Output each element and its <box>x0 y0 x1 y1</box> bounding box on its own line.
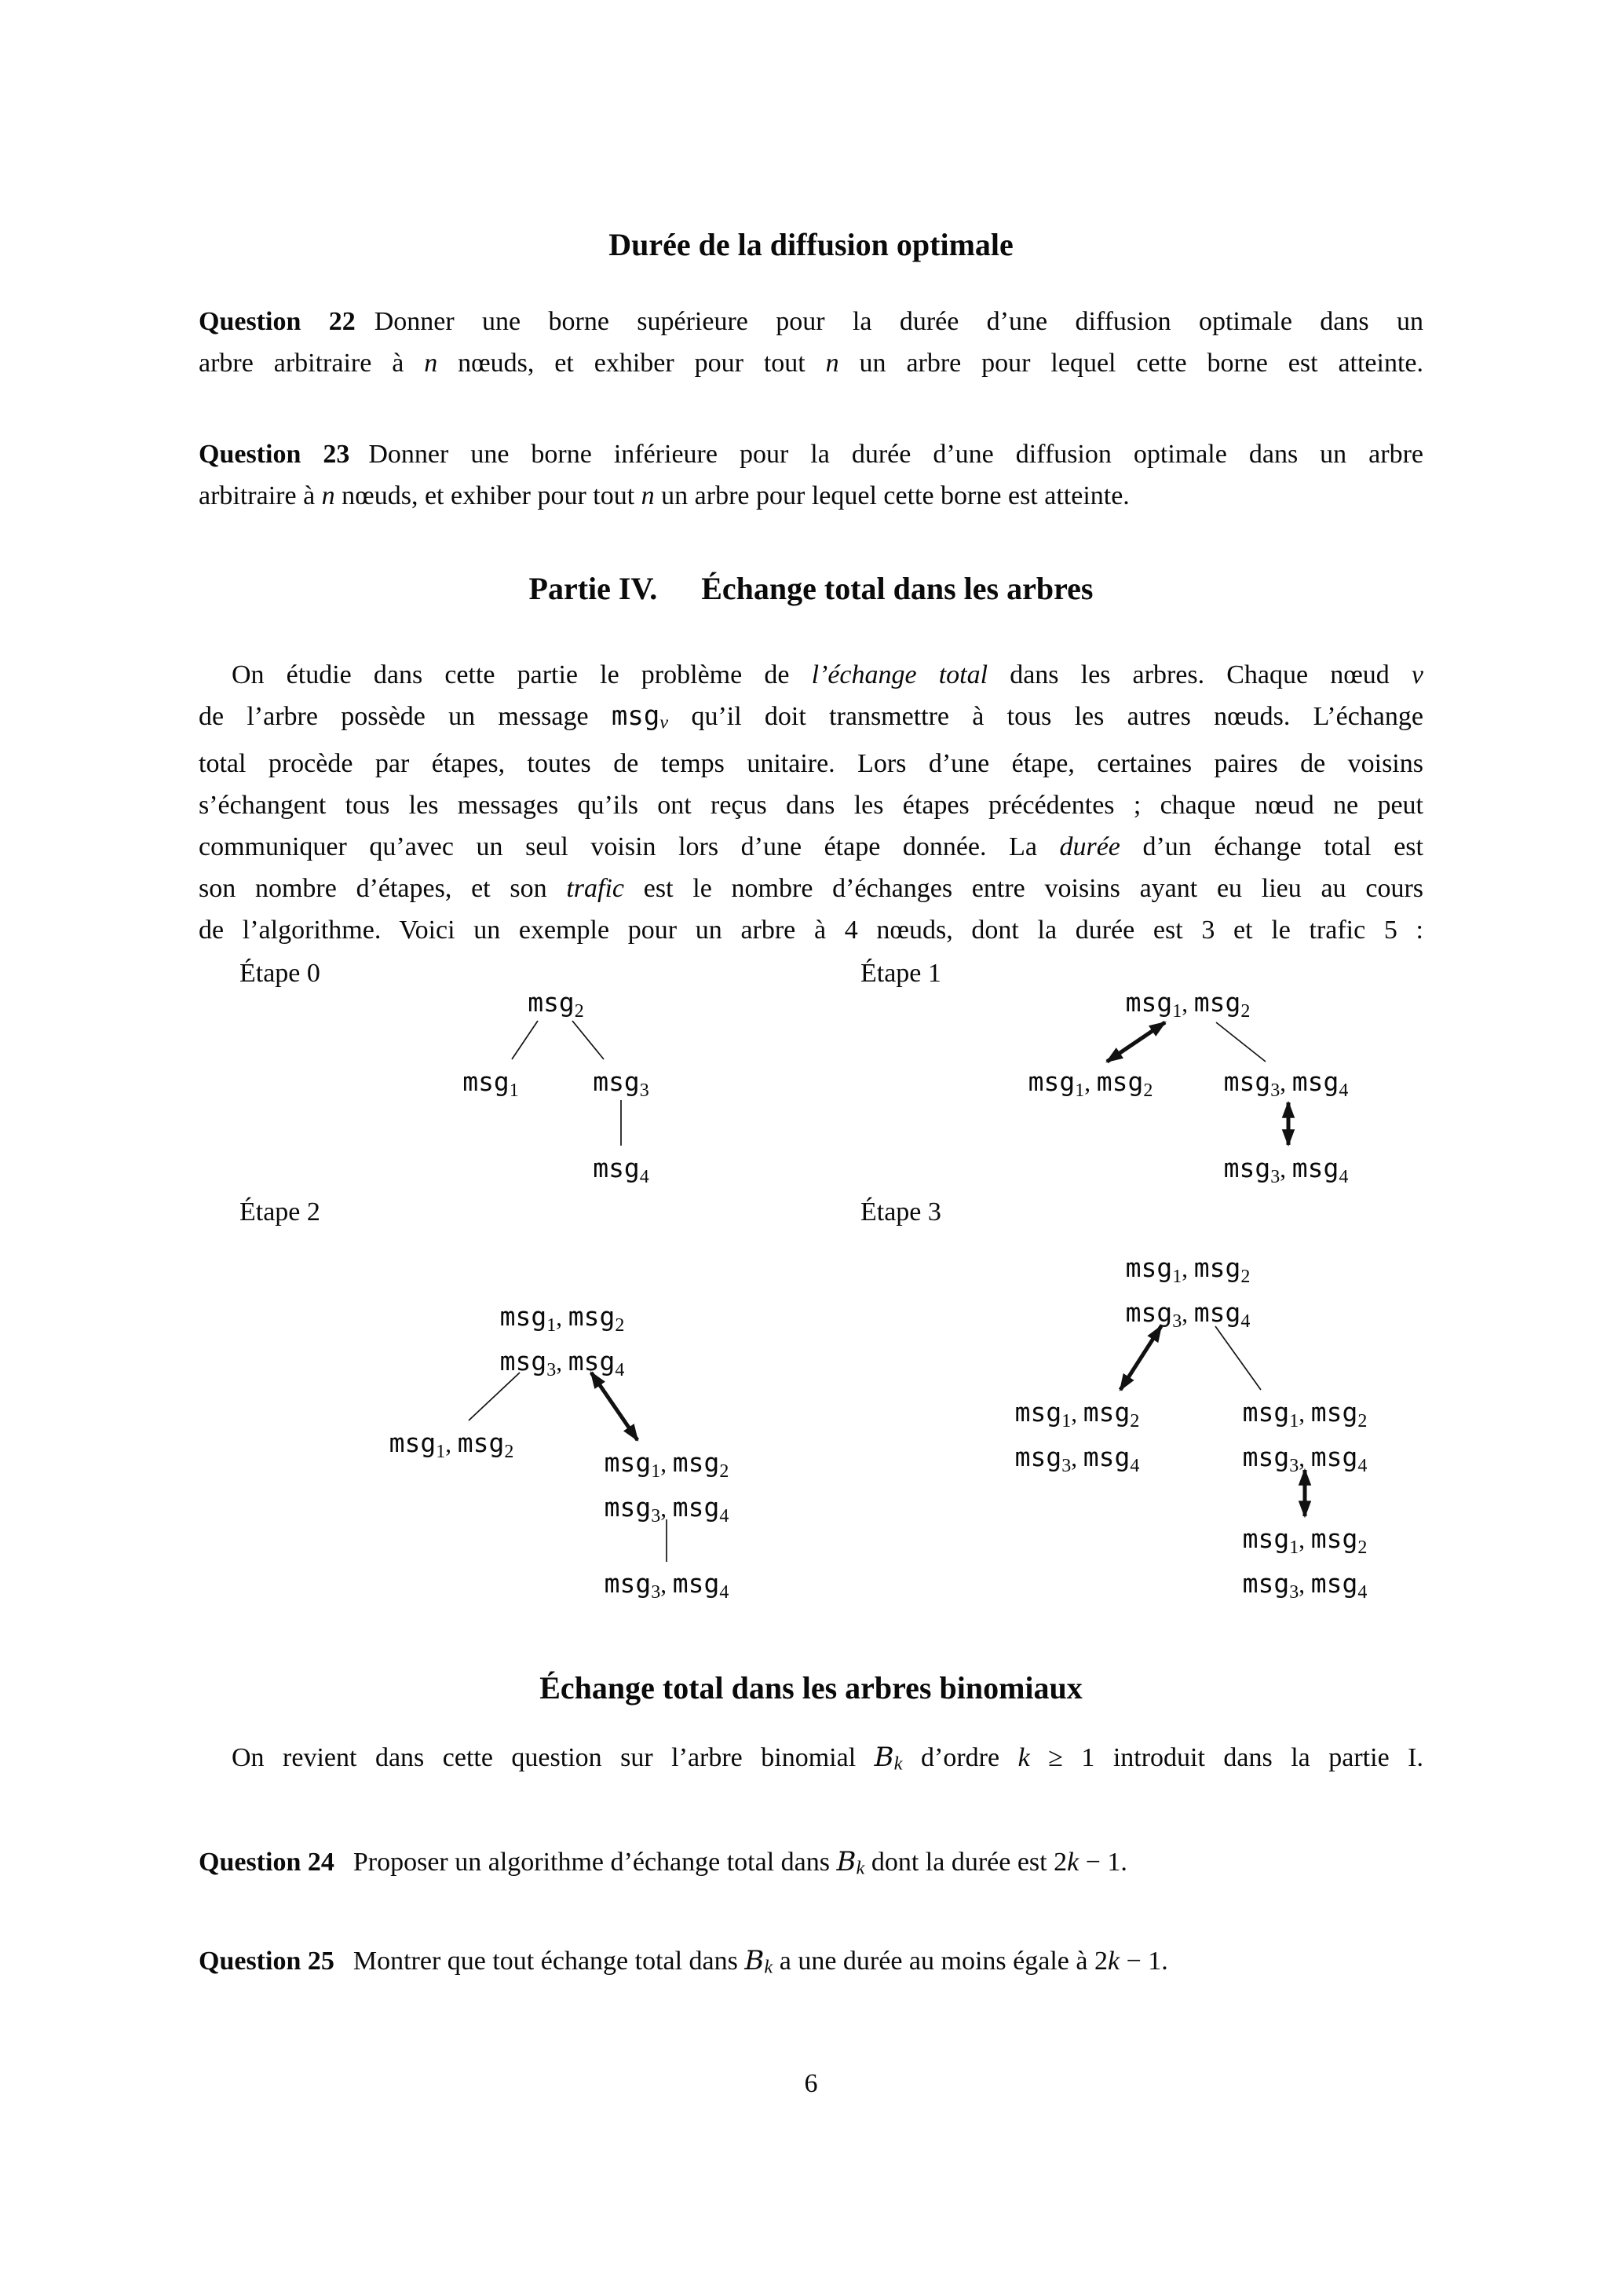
tree-node-label-line: msg$_2$ <box>528 987 584 1022</box>
intro-text-5: communiquer qu’avec un seul voisin lors d’une étape donnée. La durée d’un échange total est <box>199 832 1423 862</box>
intro-line-3 <box>199 743 1423 784</box>
intro-line-5 <box>199 826 1423 868</box>
intro-text-1: On étudie dans cette partie le problème de l’échange total dans les arbres. Chaque nœud v <box>232 660 1423 689</box>
section-heading-part-4 <box>0 569 1622 609</box>
tree-node-label-line: msg$_1$, msg$_2$ <box>1242 1523 1368 1558</box>
question-24-text: Proposer un algorithme d’échange total dans Bk dont la durée est 2k − 1. <box>353 1846 1127 1879</box>
tree-node-label-line: msg$_4$ <box>593 1153 649 1187</box>
tree-node <box>528 985 584 1029</box>
question-22 <box>199 301 1423 384</box>
tree-node <box>500 1299 625 1388</box>
tree-node-label-line: msg$_3$, msg$_4$ <box>604 1492 729 1526</box>
tree-node-label-line: msg$_1$, msg$_2$ <box>1028 1066 1153 1101</box>
question-22-line-2 <box>199 342 1423 384</box>
tree-node-label-line: msg$_3$, msg$_4$ <box>1242 1442 1368 1476</box>
tree-node-label-line: msg$_3$, msg$_4$ <box>1125 1297 1251 1332</box>
question-22-line-1 <box>199 301 1423 342</box>
tree-node <box>1126 985 1251 1029</box>
question-23-line-1 <box>199 433 1423 475</box>
intro-text-4: s’échangent tous les messages qu’ils ont reçus dans les étapes précédentes ; chaque nœud ne peut <box>199 791 1423 821</box>
question-23-label: Question 23 <box>199 440 350 469</box>
binomial-intro <box>199 1737 1423 1784</box>
tree-node-label-line: msg$_3$, msg$_4$ <box>499 1346 625 1380</box>
intro-line-2 <box>199 696 1423 743</box>
intro-text-6: son nombre d’étapes, et son trafic est le nombre d’échanges entre voisins ayant eu lieu au cours <box>199 874 1423 904</box>
question-25-text: Montrer que tout échange total dans Bk a une durée au moins égale à 2k − 1. <box>353 1945 1168 1978</box>
question-25-line <box>199 1940 1423 1987</box>
tree-node <box>593 1150 649 1195</box>
tree-node-label-line: msg$_1$, msg$_2$ <box>499 1301 625 1336</box>
diagram-label-etape-1: Étape 1 <box>860 959 941 988</box>
diagram-label-etape-0: Étape 0 <box>239 959 320 988</box>
tree-node-label-line: msg$_1$, msg$_2$ <box>1242 1397 1368 1431</box>
intro-text-2: de l’arbre possède un message msgv qu’il doit transmettre à tous les autres nœuds. L’échange <box>199 700 1423 733</box>
binomial-intro-text: On revient dans cette question sur l’arbre binomial Bk d’ordre k ≥ 1 introduit dans la partie I. <box>232 1742 1423 1775</box>
page-number: 6 <box>804 2069 818 2098</box>
intro-text-3: total procède par étapes, toutes de temps unitaire. Lors d’une étape, certaines paires de voisins <box>199 749 1423 779</box>
tree-node-label-line: msg$_1$, msg$_2$ <box>604 1447 729 1482</box>
exchange-example-diagrams <box>0 941 1622 1642</box>
binomial-intro-line <box>199 1737 1423 1784</box>
question-23-text-1: Donner une borne inférieure pour la durée d’une diffusion optimale dans un arbre <box>368 440 1423 469</box>
tree-node-label-line: msg$_3$ <box>593 1066 649 1101</box>
binomial-section-heading: Échange total dans les arbres binomiaux <box>539 1670 1083 1706</box>
tree-node-label-line: msg$_1$, msg$_2$ <box>1125 1252 1251 1287</box>
question-24-label: Question 24 <box>199 1848 334 1877</box>
tree-node <box>462 1064 519 1109</box>
question-22-text-1: Donner une borne supérieure pour la durée d’une diffusion optimale dans un <box>374 307 1423 336</box>
question-25 <box>199 1940 1423 1987</box>
section-heading-part-label: Partie IV. <box>528 571 658 606</box>
section-heading-part-title: Échange total dans les arbres <box>701 571 1094 606</box>
tree-node <box>1224 1150 1349 1195</box>
tree-node-label-line: msg$_1$, msg$_2$ <box>1014 1397 1140 1431</box>
intro-line-4 <box>199 784 1423 826</box>
tree-node-label-line: msg$_3$, msg$_4$ <box>1014 1442 1140 1476</box>
diagram-label-etape-2: Étape 2 <box>239 1197 320 1227</box>
tree-node <box>1015 1395 1140 1484</box>
diagram-label-etape-3: Étape 3 <box>860 1197 941 1227</box>
tree-node <box>389 1425 514 1470</box>
question-22-label: Question 22 <box>199 307 356 336</box>
tree-node-label-line: msg$_1$ <box>462 1066 519 1101</box>
tree-node <box>1243 1521 1368 1610</box>
question-23-line-2 <box>199 475 1423 517</box>
tree-node <box>593 1064 649 1109</box>
question-24 <box>199 1841 1423 1888</box>
tree-node-label-line: msg$_3$, msg$_4$ <box>604 1568 729 1603</box>
intro-line-6 <box>199 868 1423 909</box>
tree-node <box>1028 1064 1153 1109</box>
intro-line-1 <box>199 654 1423 696</box>
intro-text-7: de l’algorithme. Voici un exemple pour un arbre à 4 nœuds, dont la durée est 3 et le trafic 5 : <box>199 916 1423 945</box>
question-22-text-2: arbre arbitraire à n nœuds, et exhiber pour tout n un arbre pour lequel cette borne est atteinte. <box>199 349 1423 378</box>
question-23 <box>199 433 1423 517</box>
intro-paragraph <box>199 654 1423 951</box>
tree-node-label-line: msg$_3$, msg$_4$ <box>1223 1066 1349 1101</box>
page-title: Durée de la diffusion optimale <box>608 227 1014 262</box>
tree-node-label-line: msg$_1$, msg$_2$ <box>389 1428 514 1462</box>
tree-node <box>1243 1395 1368 1484</box>
tree-node-label-line: msg$_3$, msg$_4$ <box>1223 1153 1349 1187</box>
tree-node-label-line: msg$_3$, msg$_4$ <box>1242 1568 1368 1603</box>
question-25-label: Question 25 <box>199 1947 334 1976</box>
question-24-line <box>199 1841 1423 1888</box>
tree-node <box>1126 1250 1251 1340</box>
tree-node-label-line: msg$_1$, msg$_2$ <box>1125 987 1251 1022</box>
tree-node <box>605 1445 729 1534</box>
tree-node <box>605 1566 729 1610</box>
tree-node <box>1224 1064 1349 1109</box>
question-23-text-2: arbitraire à n nœuds, et exhiber pour tout n un arbre pour lequel cette borne est atteinte. <box>199 481 1130 510</box>
